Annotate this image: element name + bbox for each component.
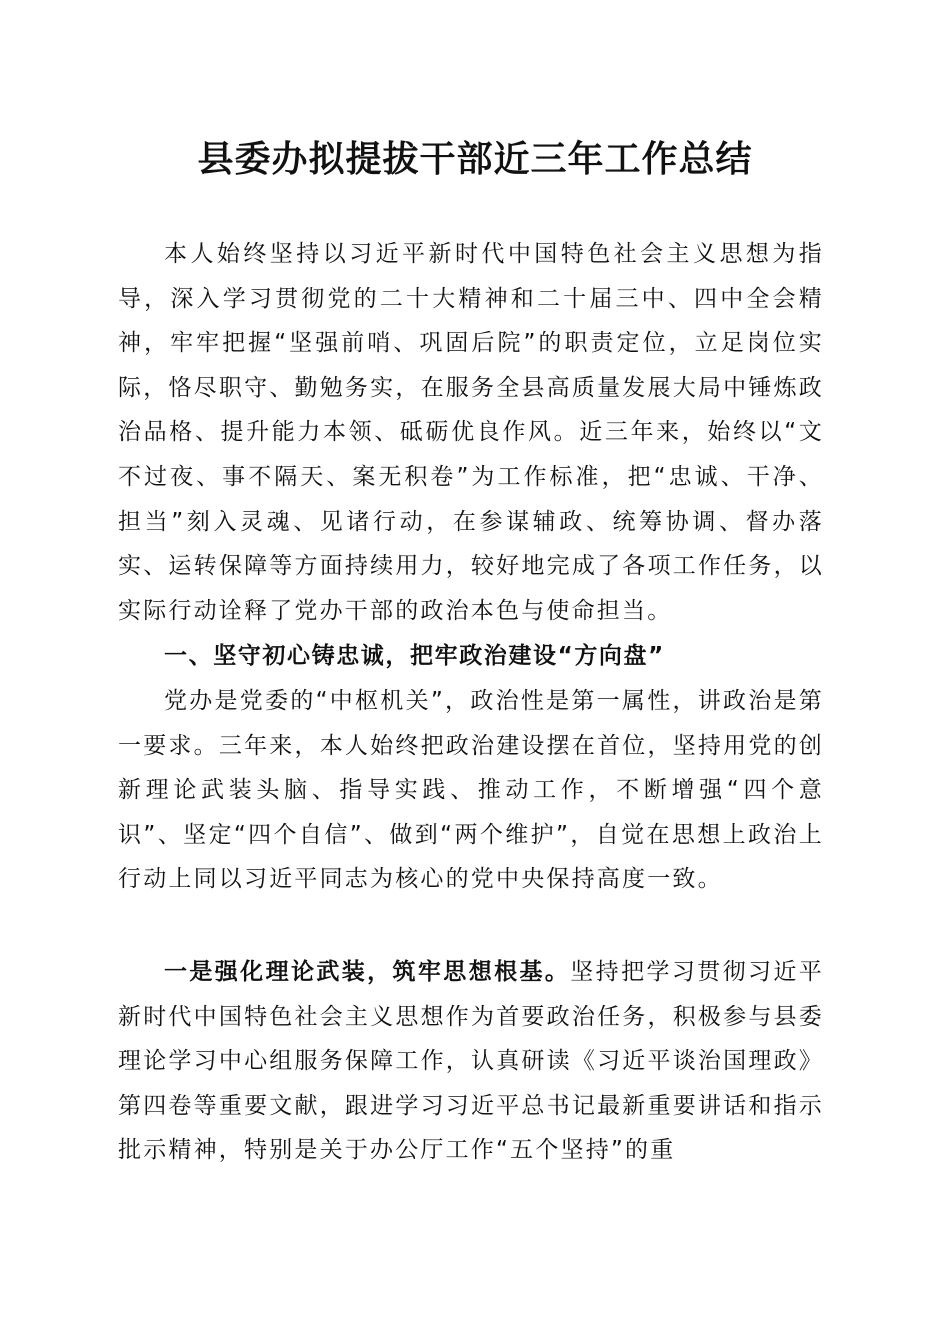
document-title: 县委办拟提拔干部近三年工作总结 [197,138,753,180]
section-heading-1: 一、坚守初心铸忠诚，把牢政治建设“方向盘” [164,643,665,669]
subsection-1-body: 坚持把学习贯彻习近平新时代中国特色社会主义思想作为首要政治任务，积极参与县委理论学习中心组服务保障工作，认真研读《习近平谈治国理政》第四卷等重要文献，跟进学习习近平总书记最新重要讲话和指示批示精神，特别是关于办公厅工作“五个坚持”的重 [118,959,825,1164]
section-1-paragraph: 党办是党委的“中枢机关”，政治性是第一属性，讲政治是第一要求。三年来，本人始终把政治建设摆在首位，坚持用党的创新理论武装头脑、指导实践、推动工作，不断增强“四个意识”、坚定“四个自信”、做到“两个维护”，自觉在思想上政治上行动上同以习近平同志为核心的党中央保持高度一致。 [118,688,824,893]
subsection-1-lead: 一是强化理论武装，筑牢思想根基。 [164,959,571,985]
intro-paragraph: 本人始终坚持以习近平新时代中国特色社会主义思想为指导，深入学习贯彻党的二十大精神和二十届三中、四中全会精神，牢牢把握“坚强前哨、巩固后院”的职责定位，立足岗位实际，恪尽职守、勤勉务实，在服务全县高质量发展大局中锤炼政治品格、提升能力本领、砥砺优良作风。近三年来，始终以“文不过夜、事不隔天、案无积卷”为工作标准，把“忠诚、干净、担当”刻入灵魂、见诸行动，在参谋辅政、统筹协调、督办落实、运转保障等方面持续用力，较好地完成了各项工作任务，以实际行动诠释了党办干部的政治本色与使命担当。 [118,241,824,624]
subsection-1-paragraph [118,950,824,1173]
